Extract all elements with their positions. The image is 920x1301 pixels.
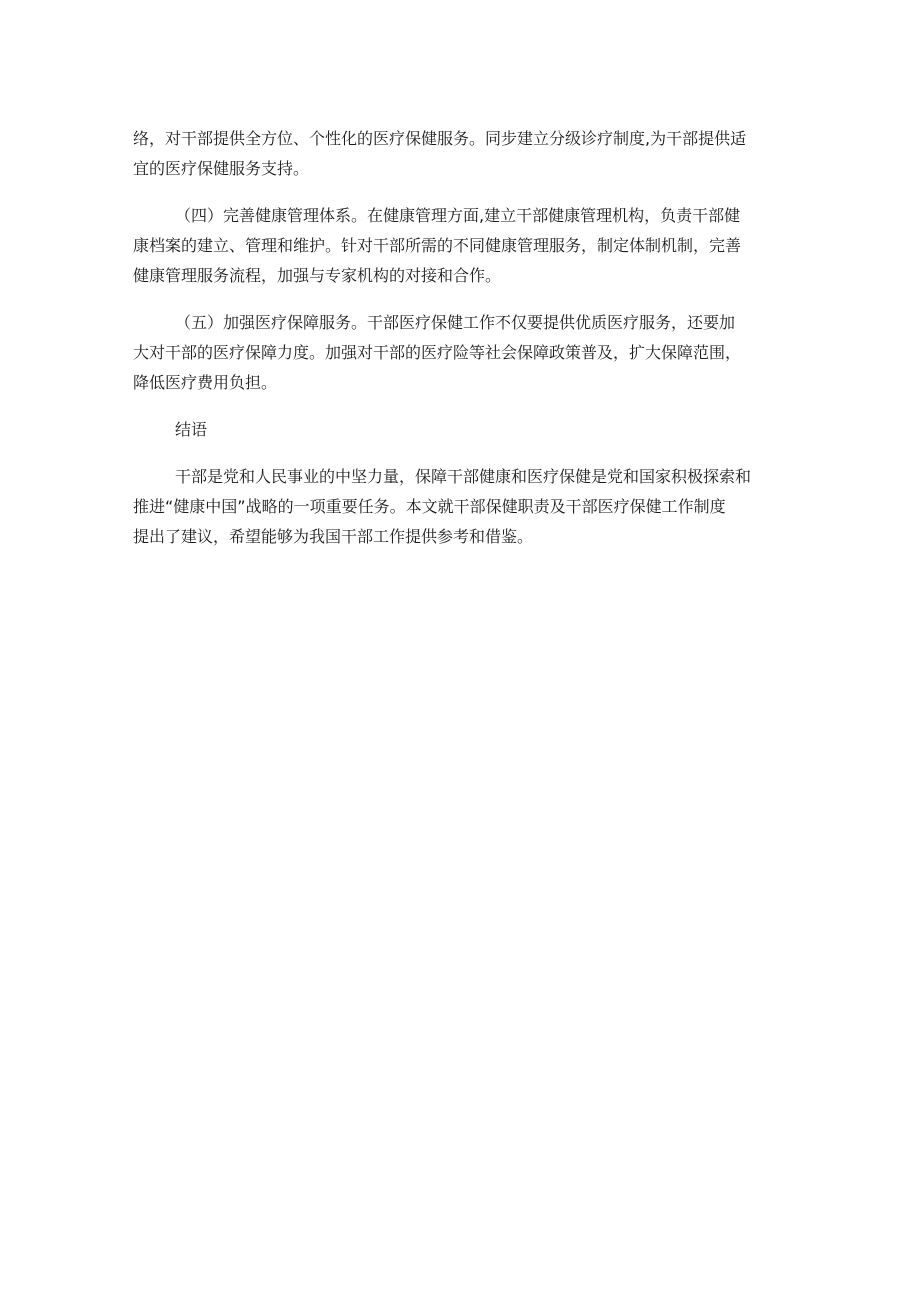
section-heading-conclusion [133,415,793,445]
paragraph-health-management [133,201,793,291]
text-line: （四）完善健康管理体系。在健康管理方面,建立干部健康管理机构，负责干部健 [175,206,741,225]
text-line: 宜的医疗保健服务支持。 [133,159,310,178]
text-line: 大对干部的医疗保障力度。加强对干部的医疗险等社会保障政策普及，扩大保障范围， [133,343,742,362]
text-line: 康档案的建立、管理和维护。针对干部所需的不同健康管理服务，制定体制机制，完善 [133,236,742,255]
text-line: 推进“健康中国”战略的一项重要任务。本文就干部保健职责及干部医疗保健工作制度 [133,497,726,516]
text-line: （五）加强医疗保障服务。干部医疗保健工作不仅要提供优质医疗服务，还要加 [175,313,736,332]
paragraph-medical-security [133,308,793,398]
paragraph-continuation [133,124,793,184]
text-line: 降低医疗费用负担。 [133,373,278,392]
text-line: 健康管理服务流程，加强与专家机构的对接和合作。 [133,266,502,285]
text-line: 提出了建议，希望能够为我国干部工作提供参考和借鉴。 [133,527,534,546]
text-line: 结语 [175,420,208,439]
paragraph-conclusion [133,462,793,552]
text-line: 络，对干部提供全方位、个性化的医疗保健服务。同步建立分级诊疗制度,为干部提供适 [133,129,747,148]
document-body [133,124,793,569]
text-line: 干部是党和人民事业的中坚力量，保障干部健康和医疗保健是党和国家积极探索和 [175,467,752,486]
